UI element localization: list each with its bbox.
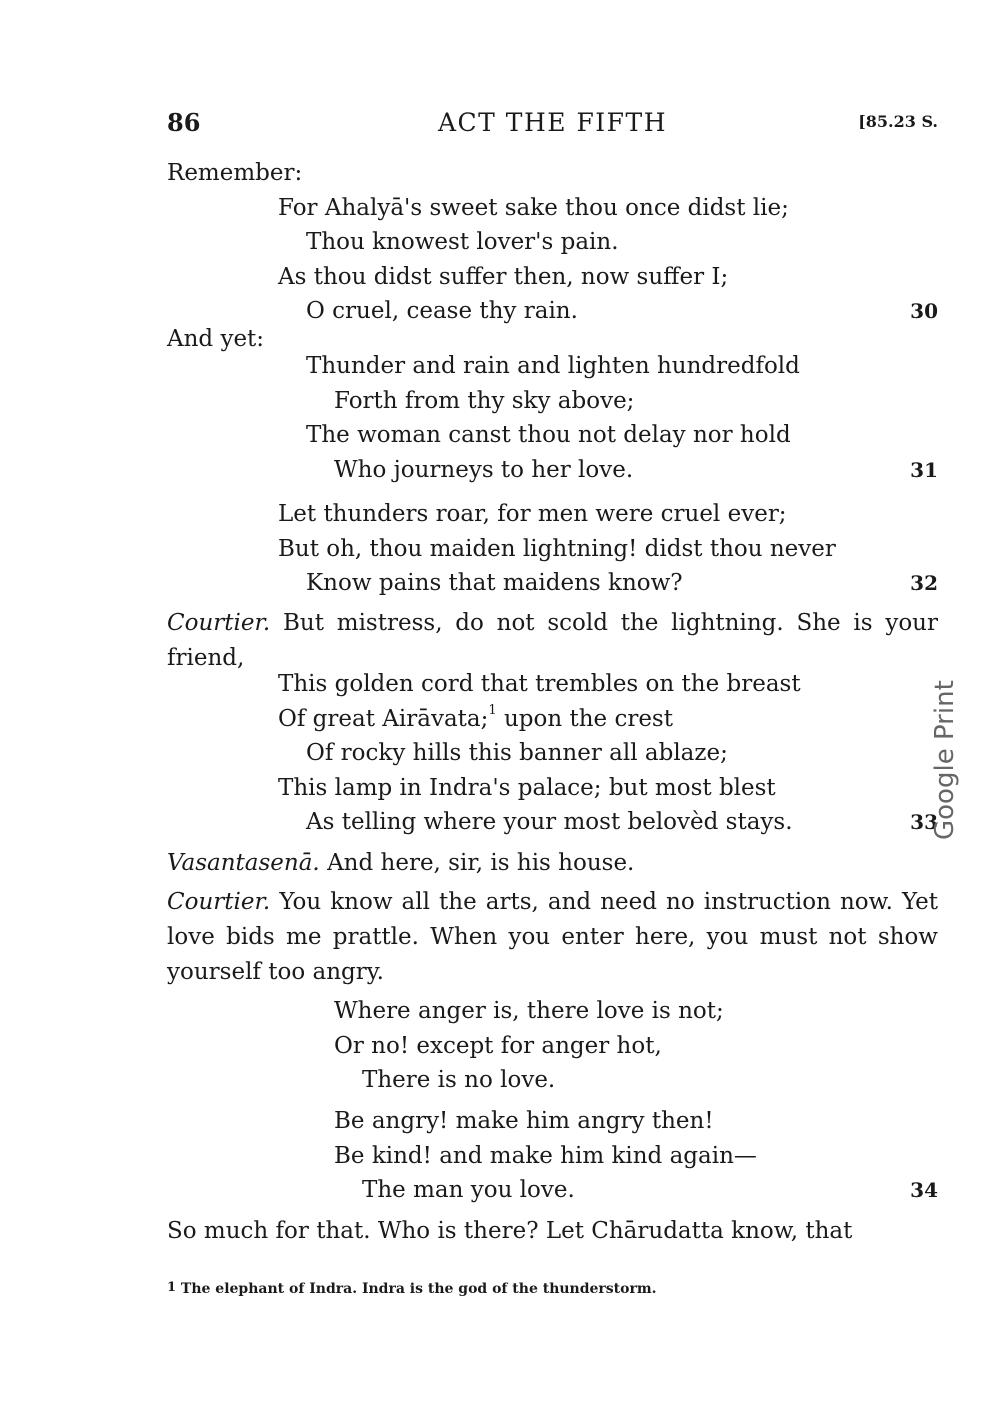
verse-line: As thou didst suffer then, now suffer I;: [278, 264, 729, 290]
dialogue-text: But mistress, do not scold the lightning. She is your friend,: [167, 610, 938, 671]
dialogue-text: You know all the arts, and need no instruction now. Yet love bids me prattle. When you enter here, you must not show yourself too angry.: [167, 889, 938, 985]
verse-line: Who journeys to her love.: [334, 457, 634, 483]
speaker-name: Courtier.: [167, 889, 271, 915]
and-yet-label: And yet:: [167, 326, 265, 352]
verse-line: The woman canst thou not delay nor hold: [306, 422, 791, 448]
verse-line: Where anger is, there love is not;: [334, 998, 724, 1024]
verse-line: Know pains that maidens know?: [306, 570, 683, 596]
verse-line: This golden cord that trembles on the breast: [278, 671, 801, 697]
speaker-name: Courtier.: [167, 610, 271, 636]
speaker-name: Vasantasenā.: [167, 850, 320, 876]
page-number: 86: [167, 108, 201, 137]
verse-line: Let thunders roar, for men were cruel ever;: [278, 501, 787, 527]
verse-line: For Ahalyā's sweet sake thou once didst lie;: [278, 195, 789, 221]
verse-line: This lamp in Indra's palace; but most blest: [278, 775, 776, 801]
dialogue-paragraph: [167, 606, 938, 676]
verse-line: The man you love.: [362, 1177, 575, 1203]
footnote-marker: 1: [488, 703, 497, 718]
verse-line: As telling where your most belovèd stays.: [306, 809, 793, 835]
verse-line: There is no love.: [362, 1067, 556, 1093]
dialogue-paragraph: [167, 885, 938, 990]
verse-line: Of rocky hills this banner all ablaze;: [306, 740, 728, 766]
verse-number: 33: [910, 810, 938, 834]
footnote: [167, 1281, 657, 1297]
verse-line: Thunder and rain and lighten hundredfold: [306, 353, 800, 379]
footnote-text: The elephant of Indra. Indra is the god of the thunderstorm.: [180, 1281, 657, 1297]
verse-line: But oh, thou maiden lightning! didst thou never: [278, 536, 836, 562]
verse-number: 32: [910, 571, 938, 595]
running-title: ACT THE FIFTH: [437, 108, 668, 137]
verse-line: Of great Airāvata;$^1$ upon the crest: [278, 703, 673, 732]
verse-line: Be kind! and make him kind again—: [334, 1143, 757, 1169]
verse-line: Or no! except for anger hot,: [334, 1033, 662, 1059]
dialogue-paragraph: [167, 846, 938, 881]
dialogue-text: So much for that. Who is there? Let Chārudatta know, that: [167, 1218, 853, 1244]
verse-line: Be angry! make him angry then!: [334, 1108, 714, 1134]
verse-number: 30: [910, 299, 938, 323]
page-header: [167, 108, 938, 144]
google-print-watermark: Google Print: [930, 680, 960, 840]
verse-line: Thou knowest lover's pain.: [306, 229, 619, 255]
remember-label: Remember:: [167, 160, 303, 186]
verse-line: O cruel, cease thy rain.: [306, 298, 578, 324]
source-reference: [85.23 S.: [858, 112, 938, 131]
dialogue-text: And here, sir, is his house.: [327, 850, 635, 876]
footnote-mark: 1: [167, 1280, 177, 1295]
verse-line: Forth from thy sky above;: [334, 388, 635, 414]
verse-number: 34: [910, 1178, 938, 1202]
verse-number: 31: [910, 458, 938, 482]
